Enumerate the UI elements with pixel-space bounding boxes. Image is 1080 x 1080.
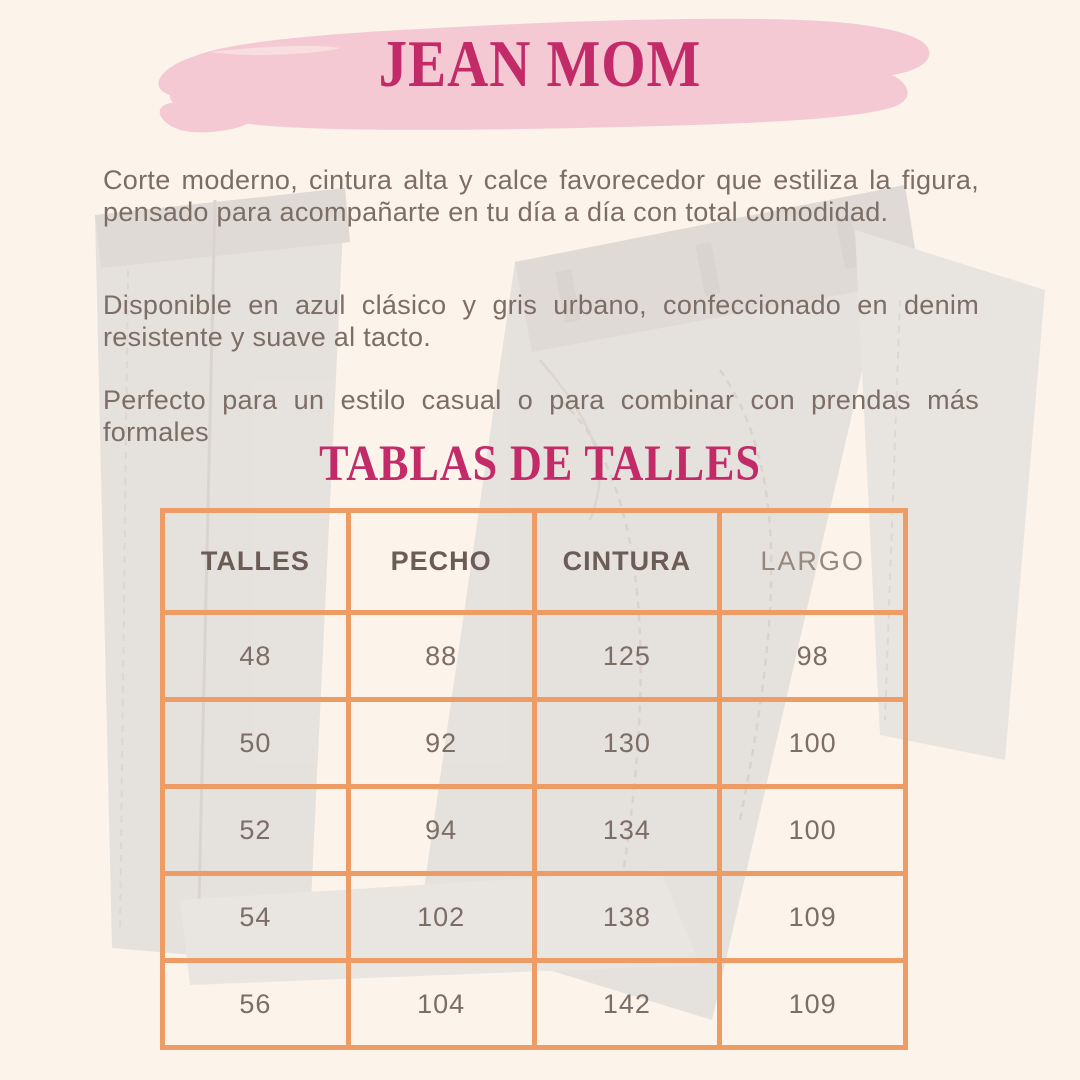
size-cell: 125 (534, 613, 720, 700)
size-cell: 102 (348, 874, 534, 961)
page-title: JEAN MOM (378, 27, 702, 102)
size-cell: 50 (163, 700, 349, 787)
table-row (163, 961, 906, 1048)
size-cell: 100 (720, 787, 906, 874)
size-cell: 56 (163, 961, 349, 1048)
table-row (163, 874, 906, 961)
intro-paragraph: Corte moderno, cintura alta y calce favorecedor que estiliza la figura, pensado para acompañarte en tu día a día con total comodidad. (103, 165, 979, 227)
size-table (160, 508, 908, 1050)
size-cell: 109 (720, 961, 906, 1048)
column-header-talles: TALLES (163, 511, 349, 613)
availability-paragraph: Disponible en azul clásico y gris urbano, confeccionado en denim resistente y suave al tacto. (103, 290, 979, 352)
size-cell: 134 (534, 787, 720, 874)
size-cell: 94 (348, 787, 534, 874)
size-cell: 104 (348, 961, 534, 1048)
column-header-pecho: PECHO (348, 511, 534, 613)
table-row (163, 613, 906, 700)
style-paragraph: Perfecto para un estilo casual o para combinar con prendas más formales (103, 385, 979, 447)
size-cell: 138 (534, 874, 720, 961)
size-cell: 130 (534, 700, 720, 787)
size-cell: 52 (163, 787, 349, 874)
size-cell: 92 (348, 700, 534, 787)
column-header-cintura: CINTURA (534, 511, 720, 613)
size-table-header-row (163, 511, 906, 613)
size-cell: 54 (163, 874, 349, 961)
size-cell: 109 (720, 874, 906, 961)
column-header-largo: LARGO (720, 511, 906, 613)
size-cell: 48 (163, 613, 349, 700)
size-cell: 100 (720, 700, 906, 787)
size-cell: 88 (348, 613, 534, 700)
table-row (163, 787, 906, 874)
size-table-title: TABLAS DE TALLES (319, 435, 761, 492)
table-row (163, 700, 906, 787)
size-cell: 98 (720, 613, 906, 700)
size-cell: 142 (534, 961, 720, 1048)
